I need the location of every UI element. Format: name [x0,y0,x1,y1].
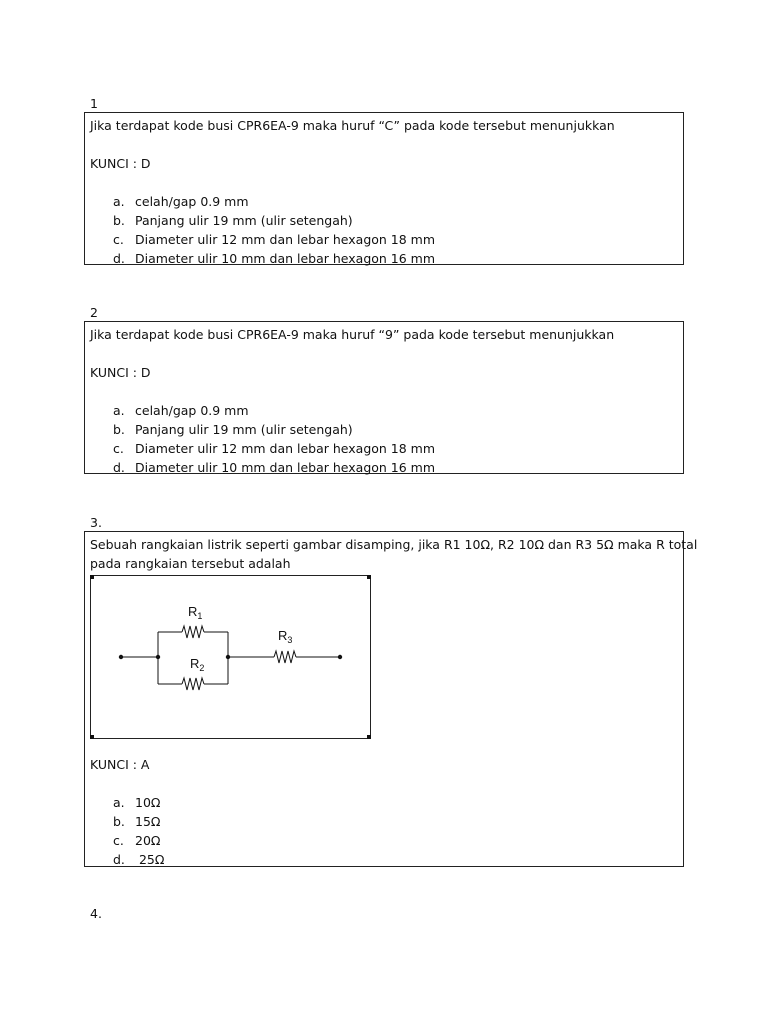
option-letter: d. [113,251,125,266]
option-text: Panjang ulir 19 mm (ulir setengah) [135,422,353,437]
option-item [90,192,678,211]
option-letter: b. [113,814,125,829]
question-number: 3. [90,515,102,530]
junction-dot [156,655,160,659]
option-letter: b. [113,213,125,228]
option-item [90,401,678,420]
option-item [90,420,678,439]
question-number: 1 [90,96,98,111]
question-number: 2 [90,305,98,320]
option-letter: b. [113,422,125,437]
question-text: Jika terdapat kode busi CPR6EA-9 maka huruf “C” pada kode tersebut menunjukkan [90,118,615,133]
question-box [84,321,684,474]
answer-key: KUNCI : D [90,156,151,171]
option-text: Diameter ulir 12 mm dan lebar hexagon 18 mm [135,441,436,456]
option-letter: c. [113,232,124,247]
option-text: Diameter ulir 10 mm dan lebar hexagon 16 mm [135,251,436,266]
option-letter: d. [113,852,125,867]
options-list [90,192,678,268]
options-list [90,401,678,477]
option-letter: a. [113,403,125,418]
option-text: 25Ω [135,852,165,867]
option-item [90,850,678,869]
r2-label: $R_2$ [190,656,205,673]
resistor-r3 [274,651,296,663]
option-text: Diameter ulir 10 mm dan lebar hexagon 16 mm [135,460,436,475]
terminal-dot [338,655,342,659]
resistor-r1 [182,626,204,638]
option-item [90,439,678,458]
option-letter: a. [113,194,125,209]
question-text: Sebuah rangkaian listrik seperti gambar disamping, jika R1 10Ω, R2 10Ω dan R3 5Ω maka R total [90,537,698,552]
circuit-figure [90,575,371,739]
circuit-diagram [91,576,370,738]
junction-dot [226,655,230,659]
option-text: 15Ω [135,814,161,829]
option-text: Panjang ulir 19 mm (ulir setengah) [135,213,353,228]
option-text: Diameter ulir 12 mm dan lebar hexagon 18 mm [135,232,436,247]
option-item [90,458,678,477]
question-box [84,112,684,265]
option-item [90,211,678,230]
option-text: 10Ω [135,795,161,810]
option-item [90,793,678,812]
answer-key: KUNCI : A [90,757,150,772]
option-letter: a. [113,795,125,810]
option-item [90,230,678,249]
option-item [90,812,678,831]
question-number: 4. [90,906,102,921]
resistor-r2 [182,678,204,690]
option-letter: c. [113,441,124,456]
option-letter: c. [113,833,124,848]
option-text: celah/gap 0.9 mm [135,403,249,418]
option-item [90,831,678,850]
r1-label: $R_1$ [188,604,203,621]
option-text: 20Ω [135,833,161,848]
answer-key: KUNCI : D [90,365,151,380]
options-list [90,793,678,869]
option-letter: d. [113,460,125,475]
option-item [90,249,678,268]
terminal-dot [119,655,123,659]
r3-label: $R_3$ [278,628,293,645]
question-text: Jika terdapat kode busi CPR6EA-9 maka huruf “9” pada kode tersebut menunjukkan [90,327,615,342]
question-text-continued: pada rangkaian tersebut adalah [90,556,291,571]
option-text: celah/gap 0.9 mm [135,194,249,209]
question-box [84,531,698,867]
